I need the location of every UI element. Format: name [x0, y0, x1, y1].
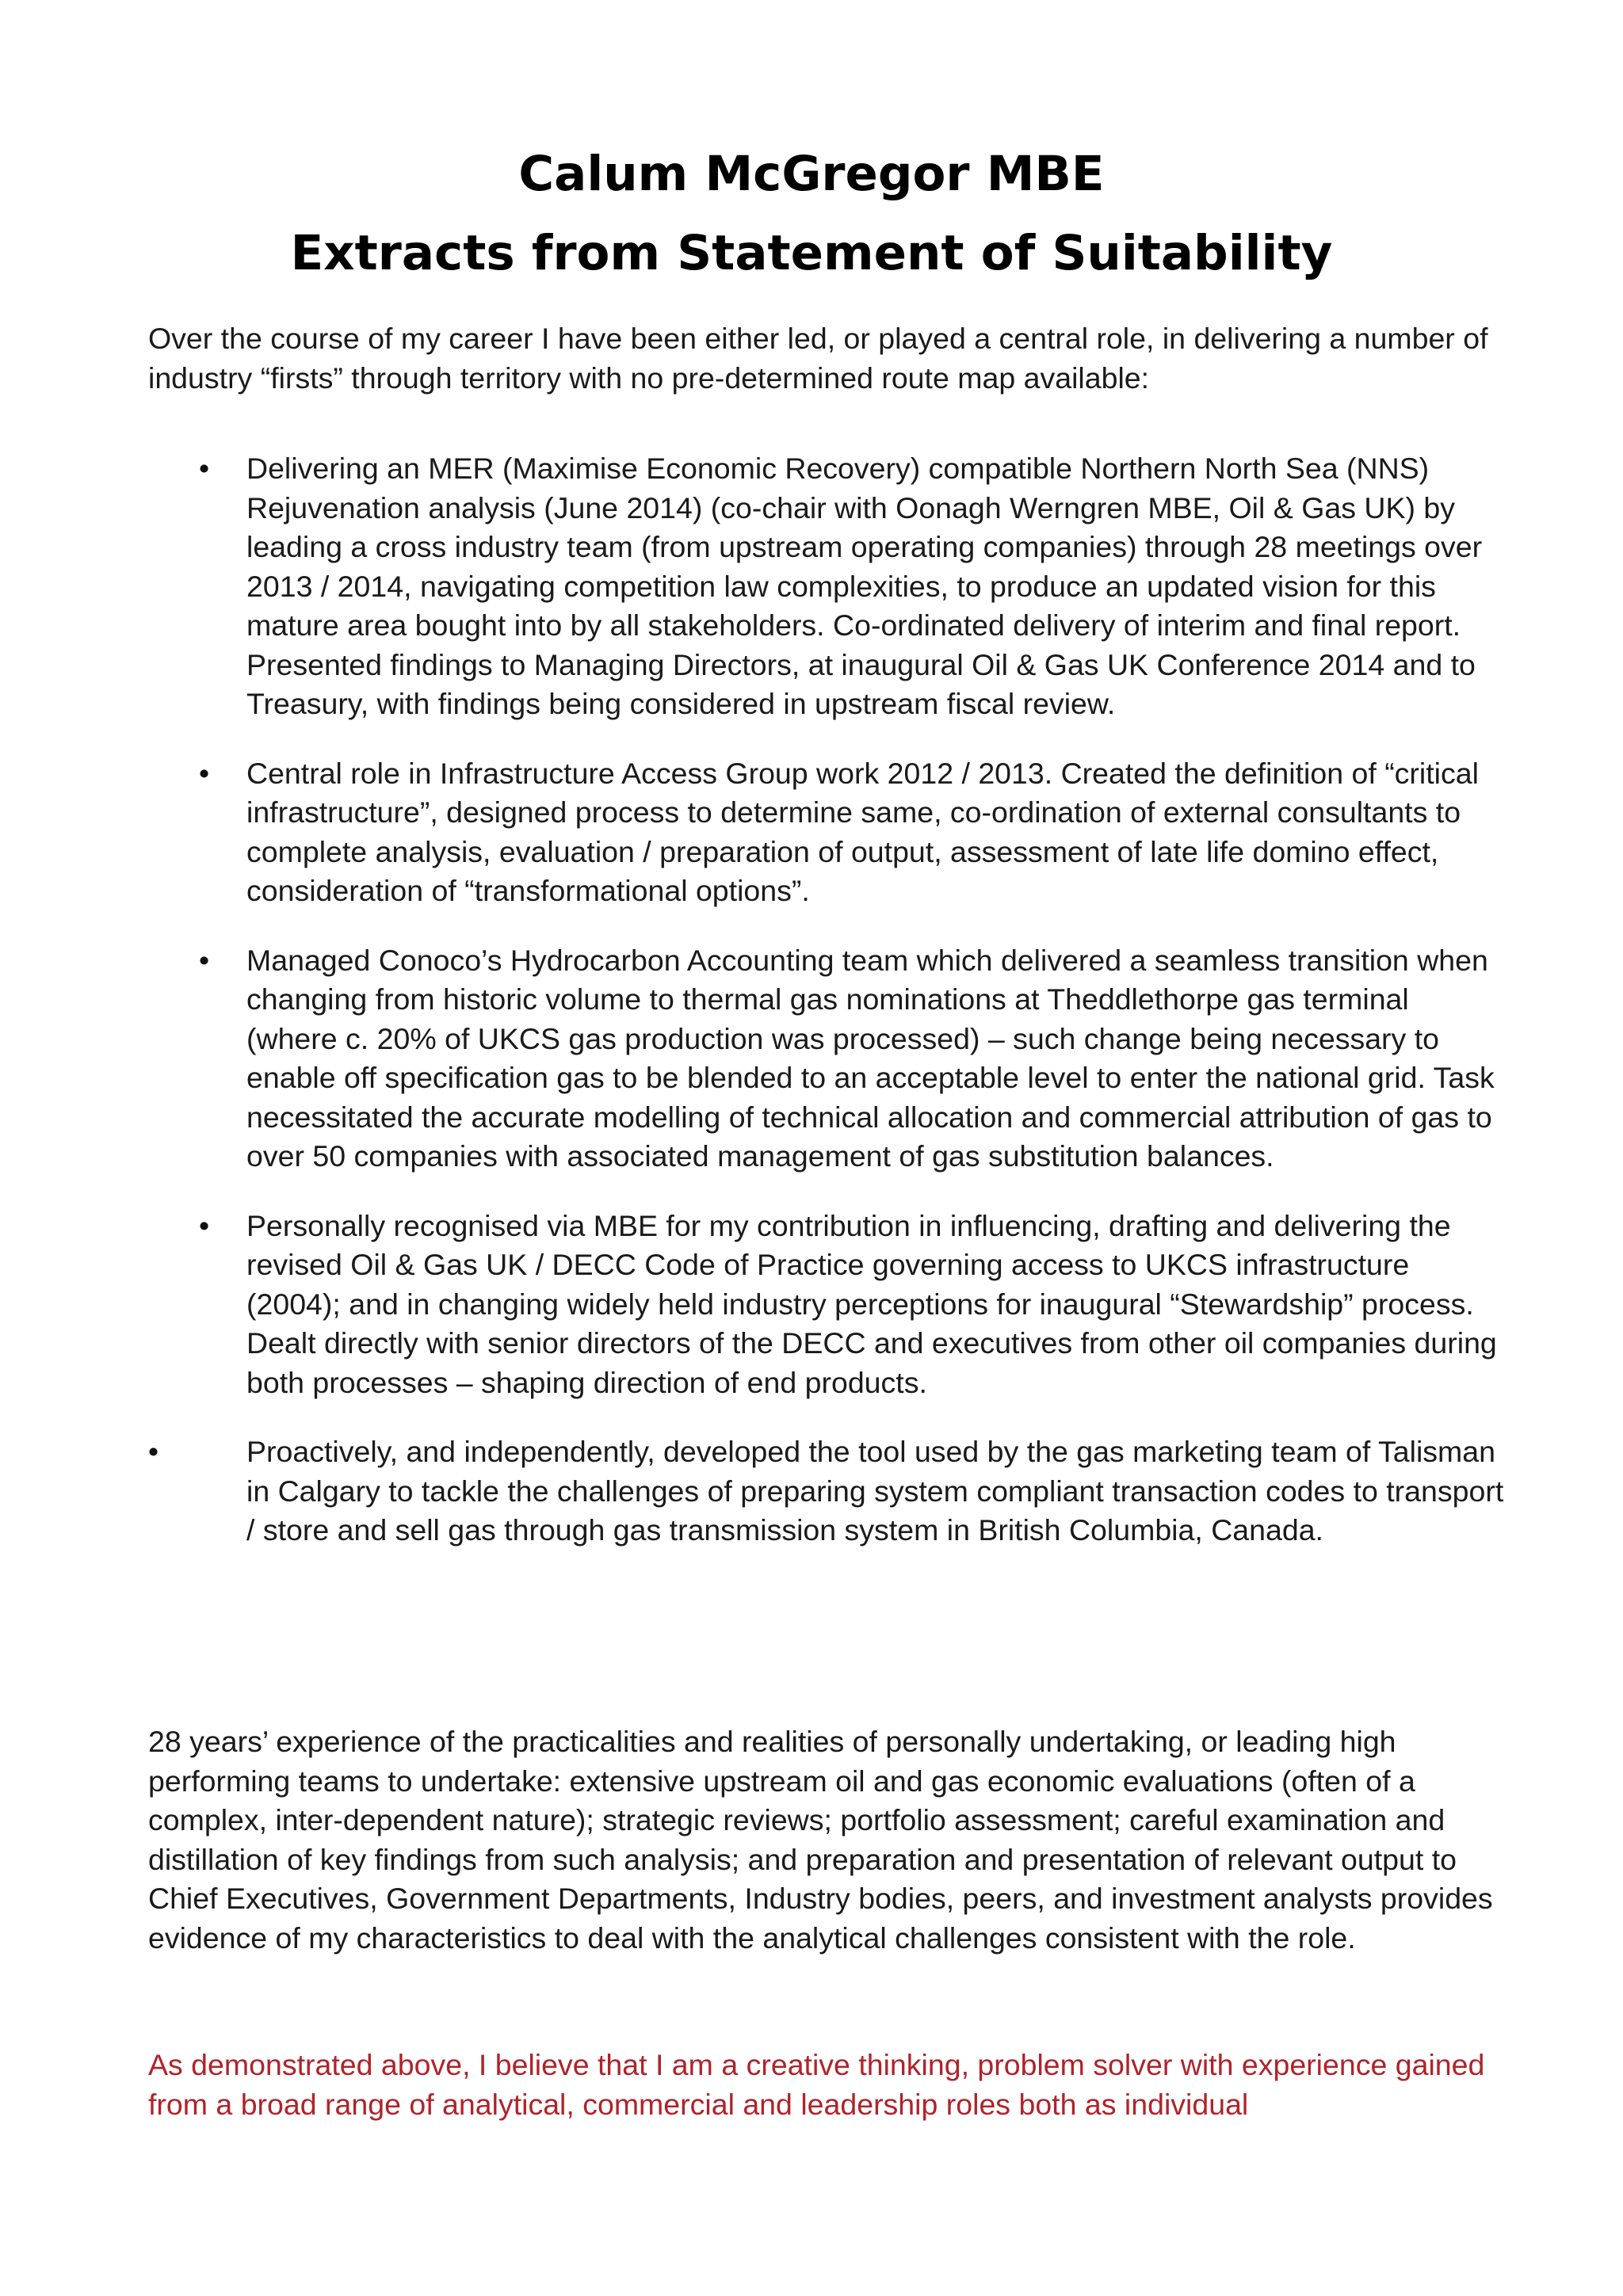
- bullet-icon: •: [199, 452, 210, 485]
- list-item-text: Delivering an MER (Maximise Economic Recovery) compatible Northern North Sea (NNS) Rejuvenation analysis (June 2014) (co-chair with Oonagh Werngren MBE, Oil & Gas UK) by leading a cross industry team (from upstream operating companies) through 28 meetings over 2013 / 2014, navigating competition law complexities, to produce an updated vision for this mature area bought into by all stakeholders. Co-ordinated delivery of interim and final report. Presented findings to Managing Directors, at inaugural Oil & Gas UK Conference 2014 and to Treasury, with findings being considered in upstream fiscal review.: [246, 452, 1483, 720]
- experience-paragraph: 28 years’ experience of the practicalities and realities of personally undertaking, or leading high performing teams to undertake: extensive upstream oil and gas economic evaluations (often of a complex, inter-dependent nature); strategic reviews; portfolio assessment; careful examination and distillation of key findings from such analysis; and preparation and presentation of relevant output to Chief Executives, Government Departments, Industry bodies, peers, and investment analysts provides evidence of my characteristics to deal with the analytical challenges consistent with the role.: [148, 1725, 1493, 1955]
- achievements-list: [0, 449, 1623, 1581]
- list-item-text: Personally recognised via MBE for my contribution in influencing, drafting and delivering the revised Oil & Gas UK / DECC Code of Practice governing access to UKCS infrastructure (2004); and in changing widely held industry perceptions for inaugural “Stewardship” process. Dealt directly with senior directors of the DECC and executives from other oil companies during both processes – shaping direction of end products.: [246, 1208, 1497, 1399]
- list-item: [0, 1432, 1623, 1550]
- bullet-icon: •: [199, 943, 210, 977]
- list-item-text: Managed Conoco’s Hydrocarbon Accounting team which delivered a seamless transition when changing from historic volume to thermal gas nominations at Theddlethorpe gas terminal (where c. 20% of UKCS gas production was processed) – such change being necessary to enable off specification gas to be blended to an acceptable level to enter the national grid. Task necessitated the accurate modelling of technical allocation and commercial attribution of gas to over 50 companies with associated management of gas substitution balances.: [246, 943, 1495, 1173]
- document-title-subtitle: Extracts from Statement of Suitability: [290, 225, 1333, 281]
- list-item: [0, 1207, 1623, 1403]
- document-title-name: Calum McGregor MBE: [518, 146, 1105, 202]
- list-item: [0, 941, 1623, 1177]
- intro-paragraph: Over the course of my career I have been either led, or played a central role, in delivering a number of industry “firsts” through territory with no pre-determined route map available:: [148, 322, 1488, 395]
- list-item: [0, 754, 1623, 911]
- closing-paragraph: As demonstrated above, I believe that I am a creative thinking, problem solver with experience gained from a broad range of analytical, commercial and leadership roles both as individual: [148, 2048, 1485, 2121]
- list-item: [0, 449, 1623, 724]
- list-item-text: Proactively, and independently, developed the tool used by the gas marketing team of Talisman in Calgary to tackle the challenges of preparing system compliant transaction codes to transport / store and sell gas through gas transmission system in British Columbia, Canada.: [246, 1435, 1504, 1547]
- bullet-icon: •: [199, 1208, 210, 1242]
- bullet-icon: •: [148, 1435, 159, 1468]
- bullet-icon: •: [199, 756, 210, 790]
- list-item-text: Central role in Infrastructure Access Group work 2012 / 2013. Created the definition of “critical infrastructure”, designed process to determine same, co-ordination of external consultants to complete analysis, evaluation / preparation of output, assessment of late life domino effect, consideration of “transformational options”.: [246, 756, 1479, 907]
